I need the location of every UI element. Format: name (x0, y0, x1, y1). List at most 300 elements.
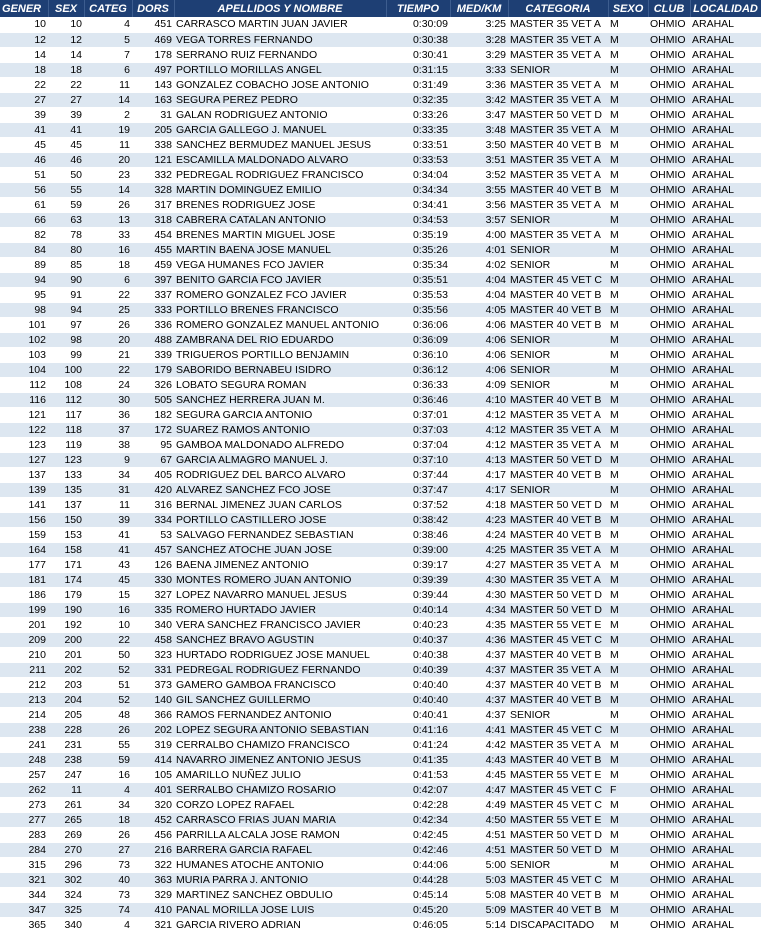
cell-tiempo: 0:36:33 (386, 377, 450, 392)
cell-localidad: ARAHAL (690, 722, 761, 737)
cell-ritmo: 4:41 (450, 722, 508, 737)
cell-gener: 283 (0, 827, 48, 842)
cell-ritmo: 4:01 (450, 242, 508, 257)
cell-categ: 16 (84, 602, 132, 617)
cell-dors: 328 (132, 182, 174, 197)
cell-ritmo: 4:04 (450, 287, 508, 302)
cell-nombre: CABRERA CATALAN ANTONIO (174, 212, 386, 227)
cell-dors: 216 (132, 842, 174, 857)
cell-ritmo: 4:37 (450, 647, 508, 662)
cell-sex: 261 (48, 797, 84, 812)
cell-categoria: MASTER 35 VET A (508, 47, 608, 62)
cell-club: OHMIO (648, 887, 690, 902)
cell-categoria: SENIOR (508, 347, 608, 362)
cell-gener: 213 (0, 692, 48, 707)
cell-nombre: SUAREZ RAMOS ANTONIO (174, 422, 386, 437)
cell-tiempo: 0:40:14 (386, 602, 450, 617)
cell-categ: 31 (84, 482, 132, 497)
cell-ritmo: 3:25 (450, 17, 508, 32)
cell-nombre: LOBATO SEGURA ROMAN (174, 377, 386, 392)
cell-dors: 451 (132, 17, 174, 32)
cell-tiempo: 0:42:45 (386, 827, 450, 842)
cell-localidad: ARAHAL (690, 632, 761, 647)
cell-nombre: PORTILLO CASTILLERO JOSE (174, 512, 386, 527)
cell-categ: 40 (84, 872, 132, 887)
cell-dors: 373 (132, 677, 174, 692)
cell-ritmo: 4:06 (450, 317, 508, 332)
cell-ritmo: 4:42 (450, 737, 508, 752)
cell-categoria: SENIOR (508, 707, 608, 722)
cell-ritmo: 4:37 (450, 677, 508, 692)
cell-club: OHMIO (648, 827, 690, 842)
cell-gener: 101 (0, 317, 48, 332)
cell-sexo: M (608, 407, 648, 422)
cell-dors: 322 (132, 857, 174, 872)
cell-sex: 133 (48, 467, 84, 482)
cell-club: OHMIO (648, 797, 690, 812)
table-row (0, 497, 761, 512)
cell-ritmo: 4:30 (450, 587, 508, 602)
cell-club: OHMIO (648, 782, 690, 797)
cell-club: OHMIO (648, 377, 690, 392)
cell-dors: 420 (132, 482, 174, 497)
cell-sexo: M (608, 317, 648, 332)
cell-nombre: SABORIDO BERNABEU ISIDRO (174, 362, 386, 377)
cell-ritmo: 4:35 (450, 617, 508, 632)
cell-localidad: ARAHAL (690, 887, 761, 902)
table-row (0, 572, 761, 587)
table-row (0, 782, 761, 797)
cell-nombre: CARRASCO MARTIN JUAN JAVIER (174, 17, 386, 32)
cell-categoria: MASTER 35 VET A (508, 662, 608, 677)
cell-ritmo: 4:23 (450, 512, 508, 527)
cell-sex: 123 (48, 452, 84, 467)
cell-localidad: ARAHAL (690, 512, 761, 527)
cell-sexo: M (608, 302, 648, 317)
cell-dors: 410 (132, 902, 174, 917)
cell-categ: 34 (84, 467, 132, 482)
cell-sex: 55 (48, 182, 84, 197)
cell-gener: 201 (0, 617, 48, 632)
table-row (0, 227, 761, 242)
table-row (0, 257, 761, 272)
cell-tiempo: 0:32:35 (386, 92, 450, 107)
cell-tiempo: 0:39:00 (386, 542, 450, 557)
table-row (0, 77, 761, 92)
cell-sex: 63 (48, 212, 84, 227)
cell-nombre: PORTILLO BRENES FRANCISCO (174, 302, 386, 317)
cell-gener: 89 (0, 257, 48, 272)
cell-sexo: M (608, 392, 648, 407)
cell-nombre: HUMANES ATOCHE ANTONIO (174, 857, 386, 872)
cell-tiempo: 0:35:19 (386, 227, 450, 242)
cell-nombre: VERA SANCHEZ FRANCISCO JAVIER (174, 617, 386, 632)
cell-sexo: M (608, 797, 648, 812)
cell-categ: 23 (84, 167, 132, 182)
cell-ritmo: 4:06 (450, 362, 508, 377)
table-row (0, 17, 761, 32)
cell-sexo: M (608, 332, 648, 347)
table-row (0, 767, 761, 782)
cell-ritmo: 3:33 (450, 62, 508, 77)
cell-ritmo: 4:06 (450, 347, 508, 362)
cell-ritmo: 4:17 (450, 482, 508, 497)
cell-sex: 100 (48, 362, 84, 377)
cell-ritmo: 4:45 (450, 767, 508, 782)
cell-dors: 336 (132, 317, 174, 332)
cell-nombre: GARCIA ALMAGRO MANUEL J. (174, 452, 386, 467)
cell-ritmo: 4:09 (450, 377, 508, 392)
cell-dors: 329 (132, 887, 174, 902)
cell-club: OHMIO (648, 317, 690, 332)
cell-localidad: ARAHAL (690, 617, 761, 632)
cell-sexo: M (608, 812, 648, 827)
cell-sex: 90 (48, 272, 84, 287)
cell-sex: 174 (48, 572, 84, 587)
cell-ritmo: 3:52 (450, 167, 508, 182)
cell-localidad: ARAHAL (690, 842, 761, 857)
cell-gener: 159 (0, 527, 48, 542)
cell-tiempo: 0:35:56 (386, 302, 450, 317)
cell-sex: 269 (48, 827, 84, 842)
cell-club: OHMIO (648, 452, 690, 467)
cell-tiempo: 0:33:53 (386, 152, 450, 167)
cell-categ: 30 (84, 392, 132, 407)
cell-categoria: MASTER 50 VET D (508, 602, 608, 617)
cell-dors: 321 (132, 917, 174, 932)
table-row (0, 92, 761, 107)
cell-nombre: PANAL MORILLA JOSE LUIS (174, 902, 386, 917)
cell-dors: 469 (132, 32, 174, 47)
cell-sexo: M (608, 227, 648, 242)
cell-localidad: ARAHAL (690, 872, 761, 887)
cell-localidad: ARAHAL (690, 482, 761, 497)
cell-club: OHMIO (648, 527, 690, 542)
cell-nombre: VEGA HUMANES FCO JAVIER (174, 257, 386, 272)
cell-club: OHMIO (648, 842, 690, 857)
cell-club: OHMIO (648, 707, 690, 722)
cell-gener: 177 (0, 557, 48, 572)
cell-ritmo: 3:28 (450, 32, 508, 47)
cell-sexo: M (608, 752, 648, 767)
cell-sex: 80 (48, 242, 84, 257)
cell-tiempo: 0:40:23 (386, 617, 450, 632)
cell-gener: 39 (0, 107, 48, 122)
cell-nombre: GAMERO GAMBOA FRANCISCO (174, 677, 386, 692)
cell-tiempo: 0:41:53 (386, 767, 450, 782)
cell-gener: 66 (0, 212, 48, 227)
table-row (0, 887, 761, 902)
cell-gener: 82 (0, 227, 48, 242)
cell-gener: 27 (0, 92, 48, 107)
cell-localidad: ARAHAL (690, 182, 761, 197)
cell-gener: 156 (0, 512, 48, 527)
cell-categoria: MASTER 40 VET B (508, 467, 608, 482)
cell-nombre: LOPEZ NAVARRO MANUEL JESUS (174, 587, 386, 602)
cell-gener: 12 (0, 32, 48, 47)
col-header-localidad: LOCALIDAD (690, 0, 761, 17)
cell-categ: 11 (84, 137, 132, 152)
cell-dors: 363 (132, 872, 174, 887)
table-row (0, 587, 761, 602)
cell-sex: 94 (48, 302, 84, 317)
cell-tiempo: 0:41:24 (386, 737, 450, 752)
cell-gener: 141 (0, 497, 48, 512)
cell-localidad: ARAHAL (690, 752, 761, 767)
cell-gener: 139 (0, 482, 48, 497)
cell-dors: 31 (132, 107, 174, 122)
cell-categoria: SENIOR (508, 857, 608, 872)
cell-ritmo: 4:06 (450, 332, 508, 347)
cell-tiempo: 0:40:37 (386, 632, 450, 647)
cell-sexo: M (608, 32, 648, 47)
cell-nombre: MURIA PARRA J. ANTONIO (174, 872, 386, 887)
cell-sex: 247 (48, 767, 84, 782)
cell-sexo: M (608, 617, 648, 632)
col-header-sexo: SEXO (608, 0, 648, 17)
cell-club: OHMIO (648, 437, 690, 452)
cell-sexo: M (608, 662, 648, 677)
cell-club: OHMIO (648, 152, 690, 167)
cell-nombre: PEDREGAL RODRIGUEZ FERNANDO (174, 662, 386, 677)
cell-categoria: MASTER 35 VET A (508, 32, 608, 47)
cell-sexo: M (608, 362, 648, 377)
cell-ritmo: 4:17 (450, 467, 508, 482)
cell-gener: 127 (0, 452, 48, 467)
cell-gener: 257 (0, 767, 48, 782)
cell-ritmo: 4:04 (450, 272, 508, 287)
cell-categ: 52 (84, 662, 132, 677)
cell-sexo: M (608, 167, 648, 182)
cell-ritmo: 4:18 (450, 497, 508, 512)
cell-nombre: GARCIA RIVERO ADRIAN (174, 917, 386, 932)
cell-sexo: M (608, 152, 648, 167)
cell-dors: 126 (132, 557, 174, 572)
cell-sexo: M (608, 77, 648, 92)
cell-localidad: ARAHAL (690, 497, 761, 512)
cell-dors: 95 (132, 437, 174, 452)
cell-dors: 140 (132, 692, 174, 707)
cell-nombre: SERRALBO CHAMIZO ROSARIO (174, 782, 386, 797)
cell-gener: 262 (0, 782, 48, 797)
cell-tiempo: 0:41:16 (386, 722, 450, 737)
cell-club: OHMIO (648, 92, 690, 107)
cell-gener: 186 (0, 587, 48, 602)
table-row (0, 287, 761, 302)
cell-localidad: ARAHAL (690, 407, 761, 422)
cell-tiempo: 0:37:04 (386, 437, 450, 452)
cell-dors: 320 (132, 797, 174, 812)
cell-sexo: M (608, 482, 648, 497)
cell-sexo: M (608, 197, 648, 212)
table-row (0, 842, 761, 857)
cell-nombre: TRIGUEROS PORTILLO BENJAMIN (174, 347, 386, 362)
cell-club: OHMIO (648, 362, 690, 377)
cell-ritmo: 4:37 (450, 692, 508, 707)
cell-categ: 26 (84, 317, 132, 332)
cell-nombre: VEGA TORRES FERNANDO (174, 32, 386, 47)
cell-localidad: ARAHAL (690, 77, 761, 92)
cell-dors: 452 (132, 812, 174, 827)
table-row (0, 47, 761, 62)
table-row (0, 647, 761, 662)
cell-dors: 53 (132, 527, 174, 542)
cell-tiempo: 0:35:51 (386, 272, 450, 287)
table-row (0, 827, 761, 842)
cell-sexo: M (608, 692, 648, 707)
cell-dors: 366 (132, 707, 174, 722)
cell-sex: 171 (48, 557, 84, 572)
cell-sex: 158 (48, 542, 84, 557)
cell-ritmo: 4:12 (450, 437, 508, 452)
cell-tiempo: 0:33:26 (386, 107, 450, 122)
cell-nombre: GALAN RODRIGUEZ ANTONIO (174, 107, 386, 122)
cell-localidad: ARAHAL (690, 47, 761, 62)
cell-categoria: SENIOR (508, 62, 608, 77)
cell-tiempo: 0:42:07 (386, 782, 450, 797)
cell-club: OHMIO (648, 227, 690, 242)
cell-dors: 454 (132, 227, 174, 242)
cell-sexo: M (608, 737, 648, 752)
cell-gener: 238 (0, 722, 48, 737)
col-header-dors: DORS (132, 0, 174, 17)
cell-club: OHMIO (648, 572, 690, 587)
cell-tiempo: 0:45:20 (386, 902, 450, 917)
cell-tiempo: 0:30:38 (386, 32, 450, 47)
cell-club: OHMIO (648, 917, 690, 932)
cell-localidad: ARAHAL (690, 647, 761, 662)
cell-club: OHMIO (648, 872, 690, 887)
cell-nombre: RODRIGUEZ DEL BARCO ALVARO (174, 467, 386, 482)
cell-categ: 22 (84, 632, 132, 647)
cell-nombre: SEGURA PEREZ PEDRO (174, 92, 386, 107)
col-header-tiempo: TIEMPO (386, 0, 450, 17)
cell-categ: 5 (84, 32, 132, 47)
cell-sexo: M (608, 452, 648, 467)
cell-categ: 19 (84, 122, 132, 137)
cell-gener: 10 (0, 17, 48, 32)
cell-sex: 302 (48, 872, 84, 887)
cell-sex: 14 (48, 47, 84, 62)
cell-ritmo: 5:00 (450, 857, 508, 872)
cell-dors: 182 (132, 407, 174, 422)
cell-localidad: ARAHAL (690, 437, 761, 452)
cell-club: OHMIO (648, 617, 690, 632)
cell-categoria: MASTER 35 VET A (508, 407, 608, 422)
cell-sex: 108 (48, 377, 84, 392)
cell-dors: 488 (132, 332, 174, 347)
cell-nombre: SANCHEZ ATOCHE JUAN JOSE (174, 542, 386, 557)
cell-dors: 316 (132, 497, 174, 512)
cell-nombre: RAMOS FERNANDEZ ANTONIO (174, 707, 386, 722)
cell-ritmo: 5:09 (450, 902, 508, 917)
cell-categoria: MASTER 50 VET D (508, 827, 608, 842)
cell-sexo: M (608, 647, 648, 662)
table-row (0, 182, 761, 197)
cell-localidad: ARAHAL (690, 17, 761, 32)
cell-dors: 497 (132, 62, 174, 77)
cell-sex: 98 (48, 332, 84, 347)
cell-ritmo: 4:49 (450, 797, 508, 812)
cell-nombre: BAENA JIMENEZ ANTONIO (174, 557, 386, 572)
cell-sex: 45 (48, 137, 84, 152)
cell-tiempo: 0:34:53 (386, 212, 450, 227)
cell-sex: 203 (48, 677, 84, 692)
table-row (0, 152, 761, 167)
table-row (0, 437, 761, 452)
cell-sexo: M (608, 422, 648, 437)
cell-club: OHMIO (648, 212, 690, 227)
cell-localidad: ARAHAL (690, 902, 761, 917)
cell-club: OHMIO (648, 602, 690, 617)
cell-categ: 2 (84, 107, 132, 122)
cell-localidad: ARAHAL (690, 347, 761, 362)
cell-categoria: MASTER 40 VET B (508, 317, 608, 332)
table-row (0, 602, 761, 617)
cell-localidad: ARAHAL (690, 542, 761, 557)
cell-localidad: ARAHAL (690, 917, 761, 932)
cell-tiempo: 0:42:28 (386, 797, 450, 812)
cell-categoria: SENIOR (508, 377, 608, 392)
cell-dors: 179 (132, 362, 174, 377)
cell-gener: 22 (0, 77, 48, 92)
cell-categoria: MASTER 35 VET A (508, 92, 608, 107)
cell-sex: 204 (48, 692, 84, 707)
cell-categ: 73 (84, 887, 132, 902)
cell-club: OHMIO (648, 422, 690, 437)
table-row (0, 347, 761, 362)
cell-categoria: MASTER 40 VET B (508, 287, 608, 302)
cell-dors: 334 (132, 512, 174, 527)
cell-categoria: MASTER 40 VET B (508, 512, 608, 527)
cell-categoria: MASTER 45 VET C (508, 632, 608, 647)
cell-sexo: M (608, 707, 648, 722)
cell-categ: 34 (84, 797, 132, 812)
cell-gener: 123 (0, 437, 48, 452)
cell-tiempo: 0:31:15 (386, 62, 450, 77)
table-row (0, 857, 761, 872)
cell-localidad: ARAHAL (690, 782, 761, 797)
cell-club: OHMIO (648, 647, 690, 662)
cell-nombre: GONZALEZ COBACHO JOSE ANTONIO (174, 77, 386, 92)
cell-ritmo: 3:55 (450, 182, 508, 197)
table-row (0, 752, 761, 767)
cell-localidad: ARAHAL (690, 137, 761, 152)
cell-sex: 324 (48, 887, 84, 902)
table-row (0, 137, 761, 152)
cell-sexo: M (608, 842, 648, 857)
cell-tiempo: 0:39:39 (386, 572, 450, 587)
cell-sexo: M (608, 272, 648, 287)
cell-categ: 36 (84, 407, 132, 422)
cell-tiempo: 0:37:52 (386, 497, 450, 512)
cell-ritmo: 4:25 (450, 542, 508, 557)
table-row (0, 122, 761, 137)
cell-sexo: M (608, 137, 648, 152)
table-row (0, 632, 761, 647)
cell-localidad: ARAHAL (690, 167, 761, 182)
cell-categ: 59 (84, 752, 132, 767)
cell-categ: 20 (84, 332, 132, 347)
cell-categ: 4 (84, 17, 132, 32)
cell-club: OHMIO (648, 272, 690, 287)
cell-club: OHMIO (648, 77, 690, 92)
table-row (0, 62, 761, 77)
cell-localidad: ARAHAL (690, 587, 761, 602)
col-header-sex: SEX (48, 0, 84, 17)
cell-ritmo: 4:51 (450, 842, 508, 857)
cell-localidad: ARAHAL (690, 212, 761, 227)
